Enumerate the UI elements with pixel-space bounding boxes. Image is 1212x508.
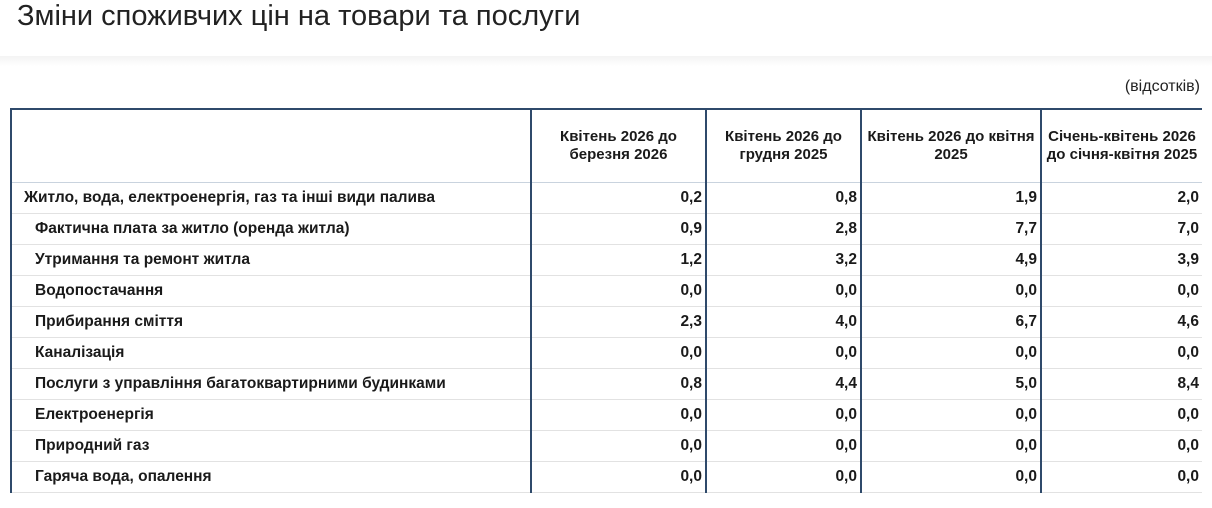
page-title: Зміни споживчих цін на товари та послуги — [17, 0, 581, 32]
cell-value: 2,0 — [1041, 183, 1202, 214]
cell-value: 3,9 — [1041, 245, 1202, 276]
cell-value: 0,0 — [706, 276, 861, 307]
cell-value: 5,0 — [861, 369, 1041, 400]
cell-value: 0,0 — [1041, 338, 1202, 369]
cell-value: 0,0 — [531, 338, 706, 369]
cell-value: 3,2 — [706, 245, 861, 276]
cell-value: 1,9 — [861, 183, 1041, 214]
row-label: Гаряча вода, опалення — [11, 462, 531, 493]
table-container[interactable] — [10, 108, 1202, 508]
cell-value: 4,4 — [706, 369, 861, 400]
cell-value: 0,8 — [531, 369, 706, 400]
row-label: Водопостачання — [11, 276, 531, 307]
table-row — [11, 276, 1202, 307]
table-row — [11, 338, 1202, 369]
row-label: Каналізація — [11, 338, 531, 369]
cell-value: 7,7 — [861, 214, 1041, 245]
units-label: (відсотків) — [1124, 78, 1200, 95]
price-changes-table — [10, 108, 1202, 493]
cell-value: 0,2 — [531, 183, 706, 214]
table-row — [11, 307, 1202, 338]
table-row — [11, 431, 1202, 462]
header-month-to-december: Квітень 2026 до грудня 2025 — [706, 109, 861, 183]
table-row — [11, 183, 1202, 214]
row-label: Утримання та ремонт житла — [11, 245, 531, 276]
cell-value: 0,0 — [861, 338, 1041, 369]
cell-value: 0,0 — [706, 338, 861, 369]
cell-value: 0,0 — [861, 431, 1041, 462]
row-label: Природний газ — [11, 431, 531, 462]
header-period-to-same-period-prev-year: Січень-квітень 2026 до січня-квітня 2025 — [1041, 109, 1202, 183]
cell-value: 2,3 — [531, 307, 706, 338]
cell-value: 0,0 — [531, 431, 706, 462]
cell-value: 0,0 — [861, 462, 1041, 493]
cell-value: 4,9 — [861, 245, 1041, 276]
table-row — [11, 369, 1202, 400]
cell-value: 1,2 — [531, 245, 706, 276]
cell-value: 4,0 — [706, 307, 861, 338]
table-row — [11, 214, 1202, 245]
cell-value: 0,0 — [531, 276, 706, 307]
cell-value: 0,0 — [1041, 431, 1202, 462]
cell-value: 6,7 — [861, 307, 1041, 338]
cell-value: 2,8 — [706, 214, 861, 245]
cell-value: 0,0 — [861, 400, 1041, 431]
header-month-to-prev-month: Квітень 2026 до березня 2026 — [531, 109, 706, 183]
table-row — [11, 245, 1202, 276]
cell-value: 0,9 — [531, 214, 706, 245]
cell-value: 0,0 — [861, 276, 1041, 307]
row-label: Прибирання сміття — [11, 307, 531, 338]
cell-value: 0,0 — [531, 462, 706, 493]
header-divider — [0, 56, 1212, 66]
row-label: Послуги з управління багатоквартирними будинками — [11, 369, 531, 400]
table-row — [11, 462, 1202, 493]
header-month-to-same-month-prev-year: Квітень 2026 до квітня 2025 — [861, 109, 1041, 183]
row-label: Фактична плата за житло (оренда житла) — [11, 214, 531, 245]
cell-value: 4,6 — [1041, 307, 1202, 338]
cell-value: 0,0 — [1041, 400, 1202, 431]
cell-value: 0,0 — [531, 400, 706, 431]
header-category — [11, 109, 531, 183]
cell-value: 0,0 — [1041, 462, 1202, 493]
cell-value: 7,0 — [1041, 214, 1202, 245]
cell-value: 0,0 — [1041, 276, 1202, 307]
cell-value: 0,8 — [706, 183, 861, 214]
cell-value: 0,0 — [706, 431, 861, 462]
table-header-row — [11, 109, 1202, 183]
row-label: Електроенергія — [11, 400, 531, 431]
row-label: Житло, вода, електроенергія, газ та інші види палива — [11, 183, 531, 214]
cell-value: 0,0 — [706, 400, 861, 431]
cell-value: 0,0 — [706, 462, 861, 493]
table-row — [11, 400, 1202, 431]
cell-value: 8,4 — [1041, 369, 1202, 400]
